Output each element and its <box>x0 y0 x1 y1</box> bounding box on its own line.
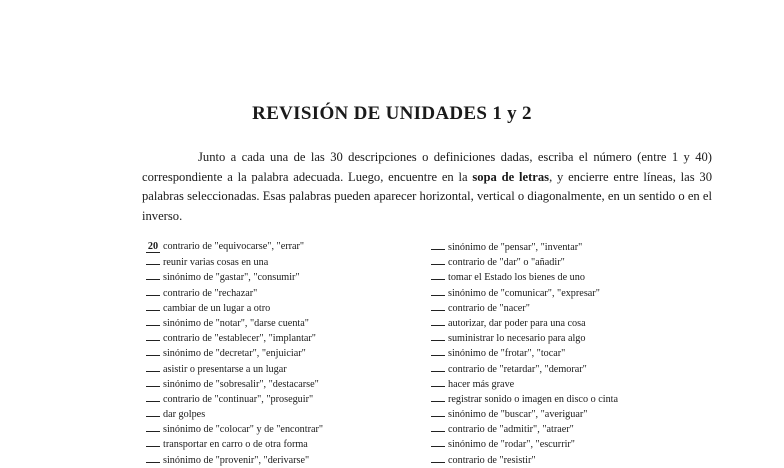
definition-text: sinónimo de "rodar", "escurrir" <box>448 439 575 451</box>
answer-blank[interactable] <box>431 376 445 387</box>
definition-text: suministrar lo necesario para algo <box>448 333 586 345</box>
answer-blank[interactable] <box>431 330 445 341</box>
definition-item <box>431 345 751 360</box>
definition-item <box>146 406 426 421</box>
definition-item <box>431 269 751 284</box>
definition-text: autorizar, dar poder para una cosa <box>448 317 586 329</box>
definition-item <box>146 254 426 269</box>
answer-blank[interactable] <box>146 391 160 402</box>
answer-blank[interactable] <box>146 300 160 311</box>
answer-blank[interactable] <box>146 406 160 417</box>
definition-text: tomar el Estado los bienes de uno <box>448 272 585 284</box>
answer-blank[interactable] <box>431 269 445 280</box>
definition-text: sinónimo de "decretar", "enjuiciar" <box>163 348 306 360</box>
definition-text: asistir o presentarse a un lugar <box>163 363 287 375</box>
definition-item <box>146 330 426 345</box>
answer-blank[interactable] <box>431 300 445 311</box>
definition-item <box>146 285 426 300</box>
answer-blank[interactable] <box>431 436 445 447</box>
definition-text: reunir varias cosas en una <box>163 257 269 269</box>
answer-blank[interactable] <box>146 269 160 280</box>
answer-blank[interactable]: 20 <box>147 241 159 252</box>
definition-text: contrario de "establecer", "implantar" <box>163 333 316 345</box>
answer-blank[interactable] <box>431 285 445 296</box>
definition-text: sinónimo de "colocar" y de "encontrar" <box>163 424 324 436</box>
page-title: REVISIÓN DE UNIDADES 1 y 2 <box>252 103 532 124</box>
answer-blank[interactable] <box>146 361 160 372</box>
instructions-paragraph <box>142 148 712 226</box>
definition-item <box>146 345 426 360</box>
definition-item <box>146 361 426 376</box>
answer-blank[interactable] <box>146 421 160 432</box>
answer-blank[interactable] <box>431 239 445 250</box>
right-definitions-list <box>431 239 751 467</box>
answer-blank[interactable] <box>431 345 445 356</box>
definition-item <box>146 421 426 436</box>
definition-item <box>431 361 751 376</box>
answer-blank[interactable] <box>431 406 445 417</box>
definition-text: sinónimo de "sobresalir", "destacarse" <box>163 378 319 390</box>
definition-text: sinónimo de "gastar", "consumir" <box>163 272 300 284</box>
definition-text: contrario de "equivocarse", "errar" <box>163 241 305 252</box>
definition-text: cambiar de un lugar a otro <box>163 302 271 314</box>
definition-item <box>146 452 426 467</box>
answer-blank[interactable] <box>431 254 445 265</box>
definition-item <box>146 269 426 284</box>
definition-item <box>431 376 751 391</box>
answer-blank[interactable] <box>146 452 160 463</box>
answer-blank[interactable] <box>431 391 445 402</box>
answer-blank[interactable] <box>146 376 160 387</box>
definition-text: sinónimo de "frotar", "tocar" <box>448 348 566 360</box>
definition-item <box>431 391 751 406</box>
definition-text: dar golpes <box>163 409 206 421</box>
definition-text: contrario de "continuar", "proseguir" <box>163 393 314 405</box>
definition-text: hacer más grave <box>448 378 515 390</box>
answer-blank[interactable] <box>146 345 160 356</box>
definition-text: sinónimo de "provenir", "derivarse" <box>163 454 310 466</box>
definition-item <box>146 315 426 330</box>
answer-blank[interactable] <box>146 315 160 326</box>
definition-text: sinónimo de "buscar", "averiguar" <box>448 409 588 421</box>
definition-item <box>431 421 751 436</box>
instructions-bold: sopa de letras <box>472 169 550 184</box>
definition-text: sinónimo de "comunicar", "expresar" <box>448 287 600 299</box>
left-definitions-list <box>146 239 426 467</box>
answer-blank[interactable] <box>146 285 160 296</box>
answer-blank[interactable] <box>146 436 160 447</box>
answer-blank[interactable] <box>431 421 445 432</box>
definition-text: contrario de "retardar", "demorar" <box>448 363 587 375</box>
definition-text: sinónimo de "pensar", "inventar" <box>448 242 583 253</box>
instructions-text-2: , y encierre entre líneas, las 30 palabras seleccionadas. Esas palabras pueden aparecer horizontal, vertical o diagonalmente, en un sentido o en el inverso. <box>142 169 712 223</box>
definition-text: registrar sonido o imagen en disco o cinta <box>448 393 619 405</box>
definition-item <box>431 452 751 467</box>
definition-text: contrario de "rechazar" <box>163 287 258 299</box>
answer-blank[interactable] <box>146 254 160 265</box>
definition-item <box>431 285 751 300</box>
definition-text: transportar en carro o de otra forma <box>163 439 308 451</box>
definition-text: sinónimo de "notar", "darse cuenta" <box>163 317 309 329</box>
definition-item <box>431 239 751 254</box>
definition-text: contrario de "resistir" <box>448 454 536 466</box>
definition-item <box>431 254 751 269</box>
definition-item <box>431 330 751 345</box>
definition-item <box>146 376 426 391</box>
answer-blank[interactable] <box>431 452 445 463</box>
answer-blank[interactable] <box>146 330 160 341</box>
definition-text: contrario de "dar" o "añadir" <box>448 257 565 269</box>
answer-blank[interactable] <box>431 361 445 372</box>
definition-item <box>146 391 426 406</box>
definition-item <box>146 239 426 254</box>
definition-item <box>431 300 751 315</box>
answer-blank[interactable] <box>431 315 445 326</box>
definition-item <box>146 436 426 451</box>
definition-item <box>146 300 426 315</box>
definition-text: contrario de "nacer" <box>448 302 530 314</box>
definition-text: contrario de "admitir", "atraer" <box>448 424 574 436</box>
definition-item <box>431 436 751 451</box>
definition-item <box>431 406 751 421</box>
definition-item <box>431 315 751 330</box>
instructions-text-1: Junto a cada una de las 30 descripciones o definiciones dadas, escriba el número (entre 1 y 40) correspondiente a la palabra adecuada. Luego, encuentre en la <box>142 150 712 184</box>
